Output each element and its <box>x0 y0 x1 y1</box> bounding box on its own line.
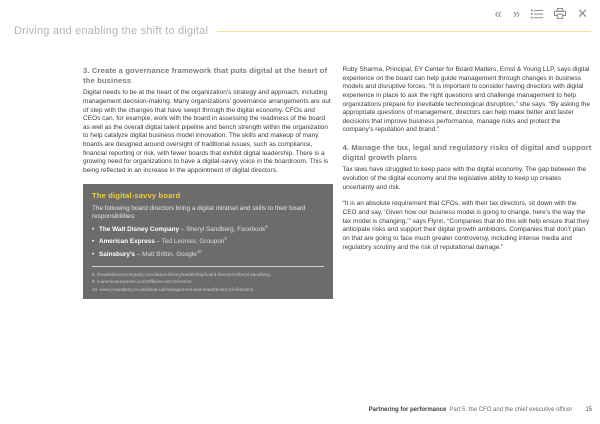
list-item <box>92 223 324 234</box>
viewer-toolbar <box>495 7 588 20</box>
print-icon[interactable] <box>554 8 566 19</box>
digital-savvy-board-callout <box>83 184 333 299</box>
page-footer <box>369 407 592 413</box>
callout-bullet-list <box>92 223 324 259</box>
company-name: Sainsbury’s <box>99 250 135 258</box>
footnote-ref: 9 <box>224 236 227 242</box>
page-header <box>14 25 591 37</box>
footnote: 10. www.j-sainsbury.co.uk/about-us/management-and-board/board-of-directors/. <box>92 286 255 292</box>
content-columns <box>83 66 592 299</box>
header-rule <box>217 31 591 32</box>
section4-paragraph-2: “It is an absolute requirement that CFOs, with their tax directors, sit down with the CEO and say, ‘Given how our business model is going to change, here’s the way the tax model is changing,’” says Flynn. “Companies that do this will help ensure that they anticipate risks and support their digital growth ambitions. Companies that don’t plan on that are going to face much greater controversy, including intense media and regulatory scrutiny and the risk of reputational damage.” <box>342 200 590 251</box>
section3-body: Digital needs to be at the heart of the organization’s strategy and approach, including management decision-making. Many organizations’ governance arrangements are out of step with the changes that have swept through the digital economy. CFOs and CEOs can, for example, work with the board in assessing the readiness of the board as well as the overall digital talent pipeline and bench strength within the organization to help catalyze digital business model innovation. The skills and makeup of many boards are designed around oversight of traditional issues, such as compliance, financial reporting or risk, with fewer boards that exhibit digital leadership. There is a growing need for organizations to have a digital-savvy voice in the boardroom. This is being reflected in an increase in the appointment of digital directors. <box>83 89 331 175</box>
section4-paragraph-1: Tax laws have struggled to keep pace with the digital economy. The gap between the evolution of the digital economy and the legislative ability to keep up creates uncertainty and risk. <box>342 166 587 191</box>
footnote-ref: 8 <box>265 223 268 229</box>
contents-list-icon[interactable] <box>531 9 543 19</box>
page-title: Driving and enabling the shift to digital <box>14 25 209 37</box>
section3-heading: 3. Create a governance framework that puts digital at the heart of the business <box>83 66 328 85</box>
report-subtitle: Part 5: the CFO and the chief executive officer <box>449 407 573 413</box>
footnote: 9. ir.americanexpress.com/Officers-and-Directors. <box>92 279 194 285</box>
director-name: – Matt Brittin, Google <box>135 250 197 258</box>
ruby-sharma-paragraph: Ruby Sharma, Principal, EY Center for Board Matters, Ernst & Young LLP, says digital experience on the board can help guide management through changes in business models and disruptive forces. “It is important to consider having directors with digital experience in place to ask the right questions and challenge management to help organizations prepare for inevitable technological disruption,” she says. “By asking the appropriate questions of management, directors can help make better and faster decisions that improve business performance, manage risks and protect the company’s reputation and brand.” <box>342 66 590 134</box>
footnote-ref: 10 <box>196 248 202 254</box>
left-column <box>83 66 333 299</box>
list-item <box>92 238 324 246</box>
company-name: American Express <box>99 238 155 246</box>
callout-intro: The following board directors bring a digital mindset and skills to their board responsibilities: <box>92 204 306 221</box>
director-name: – Ted Leonsis, Groupon <box>154 238 225 246</box>
callout-title: The digital-savvy board <box>92 190 181 200</box>
section4-heading: 4. Manage the tax, legal and regulatory risks of digital and support digital growth plans <box>342 143 592 162</box>
list-item <box>92 248 324 259</box>
page-number: 15 <box>585 407 592 413</box>
close-icon[interactable]: ✕ <box>577 6 588 21</box>
right-column <box>343 66 593 299</box>
report-title: Partnering for performance <box>368 407 447 413</box>
footnote: 8. thewaltdisneycompany.com/about-disney/leadership/board-directors/sheryl-sandberg. <box>92 271 271 277</box>
company-name: The Walt Disney Company <box>99 225 180 233</box>
director-name: – Sheryl Sandberg, Facebook <box>179 225 266 233</box>
next-page-icon[interactable]: » <box>512 6 521 21</box>
previous-page-icon[interactable]: « <box>494 6 502 21</box>
callout-footnotes <box>92 266 324 293</box>
